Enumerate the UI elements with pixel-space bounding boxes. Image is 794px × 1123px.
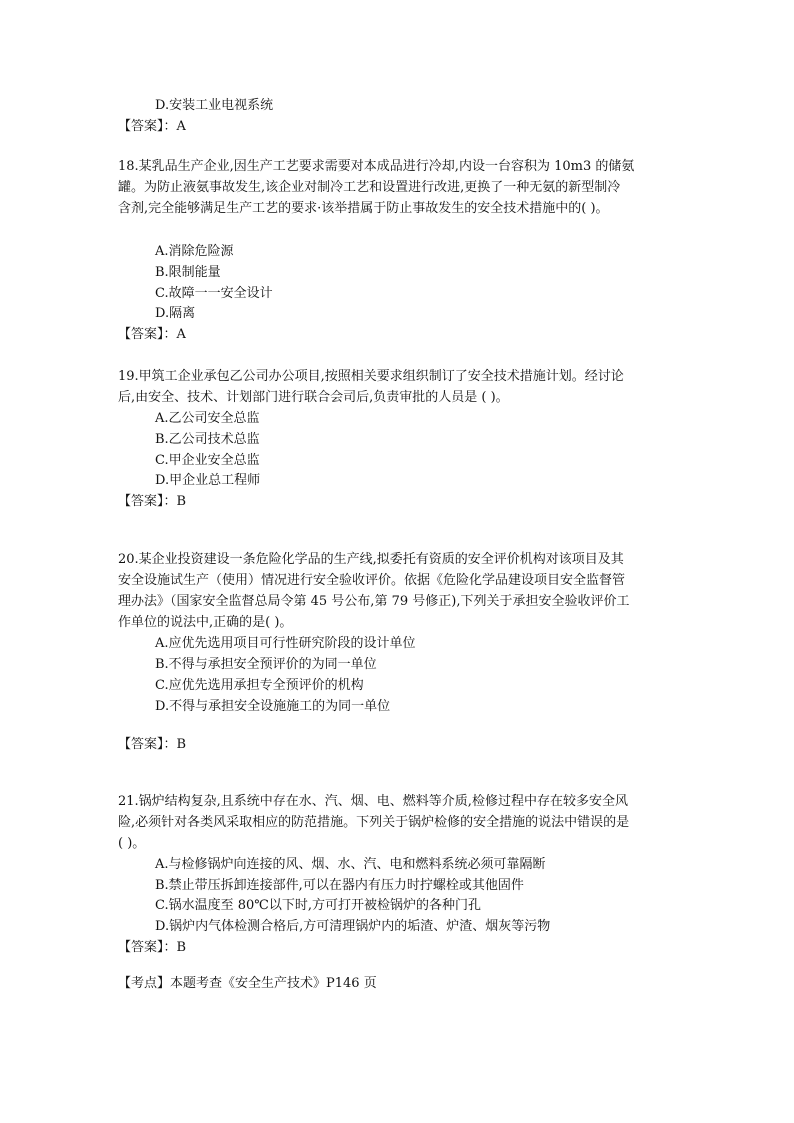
q18-option-b: B.限制能量: [155, 265, 221, 280]
q21-exam-point-note: 【考点】本题考查《安全生产技术》P146 页: [118, 976, 377, 991]
q21-stem-line-1: 21.锅炉结构复杂,且系统中存在水、汽、烟、电、燃料等介质,检修过程中存在较多安全风: [118, 794, 628, 809]
q19-answer: 【答案】：B: [118, 494, 187, 509]
q20-stem-line-4: 作单位的说法中,正确的是( )。: [118, 615, 293, 630]
q21-stem-line-3: ( )。: [118, 836, 146, 851]
q21-stem-line-2: 险,必须针对各类风采取相应的防范措施。下列关于锅炉检修的安全措施的说法中错误的是: [118, 815, 630, 830]
q18-option-c: C.故障一一安全设计: [155, 286, 273, 301]
q20-stem-line-2: 安全设施试生产（使用）情况进行安全验收评价。依据《危险化学品建设项目安全监督管: [118, 573, 626, 588]
q21-option-d: D.锅炉内气体检测合格后,方可清理锅炉内的垢渣、炉渣、烟灰等污物: [155, 919, 551, 934]
q20-answer: 【答案】：B: [118, 737, 187, 752]
q21-option-a: A.与检修锅炉向连接的风、烟、水、汽、电和燃料系统必须可靠隔断: [155, 857, 546, 872]
q20-stem-line-3: 理办法》（国家安全监督总局令第 45 号公布,第 79 号修正),下列关于承担安全验收评价工: [118, 594, 630, 609]
q20-option-d: D.不得与承担安全设施施工的为同一单位: [155, 699, 391, 714]
q20-option-c: C.应优先选用承担专全预评价的机构: [155, 678, 364, 693]
q18-option-a: A.消除危险源: [155, 244, 234, 259]
q18-answer: 【答案】：A: [118, 327, 186, 342]
q19-option-c: C.甲企业安全总监: [155, 453, 260, 468]
q19-option-d: D.甲企业总工程师: [155, 473, 261, 488]
q19-stem-line-2: 后,由安全、技术、计划部门进行联合会司后,负责审批的人员是 ( )。: [118, 390, 509, 405]
q20-option-a: A.应优先选用项目可行性研究阶段的设计单位: [155, 636, 416, 651]
q19-option-a: A.乙公司安全总监: [155, 411, 260, 426]
q21-answer: 【答案】：B: [118, 940, 187, 955]
q20-option-b: B.不得与承担安全预评价的为同一单位: [155, 657, 377, 672]
q19-stem-line-1: 19.甲筑工企业承包乙公司办公项目,按照相关要求组织制订了安全技术措施计划。经讨论: [118, 369, 624, 384]
q17-option-d: D.安装工业电视系统: [155, 98, 274, 113]
q21-option-c: C.锅水温度至 80℃以下时,方可打开被检锅炉的各种门孔: [155, 898, 481, 913]
q20-stem-line-1: 20.某企业投资建设一条危险化学品的生产线,拟委托有资质的安全评价机构对该项目及其: [118, 552, 624, 567]
q17-answer: 【答案】：A: [118, 119, 186, 134]
q19-option-b: B.乙公司技术总监: [155, 432, 260, 447]
q18-stem-line-2: 罐。为防止液氨事故发生,该企业对制冷工艺和设置进行改进,更换了一种无氨的新型制冷: [118, 180, 621, 195]
q18-option-d: D.隔离: [155, 306, 196, 321]
q21-option-b: B.禁止带压拆卸连接部件,可以在器内有压力时拧螺栓或其他固件: [155, 878, 524, 893]
q18-stem-line-3: 含剂,完全能够满足生产工艺的要求·该举措属于防止事故发生的安全技术措施中的( )。: [118, 201, 609, 216]
q18-stem-line-1: 18.某乳品生产企业,因生产工艺要求需要对本成品进行冷却,内设一台容积为 10m3 的储氨: [118, 159, 635, 174]
